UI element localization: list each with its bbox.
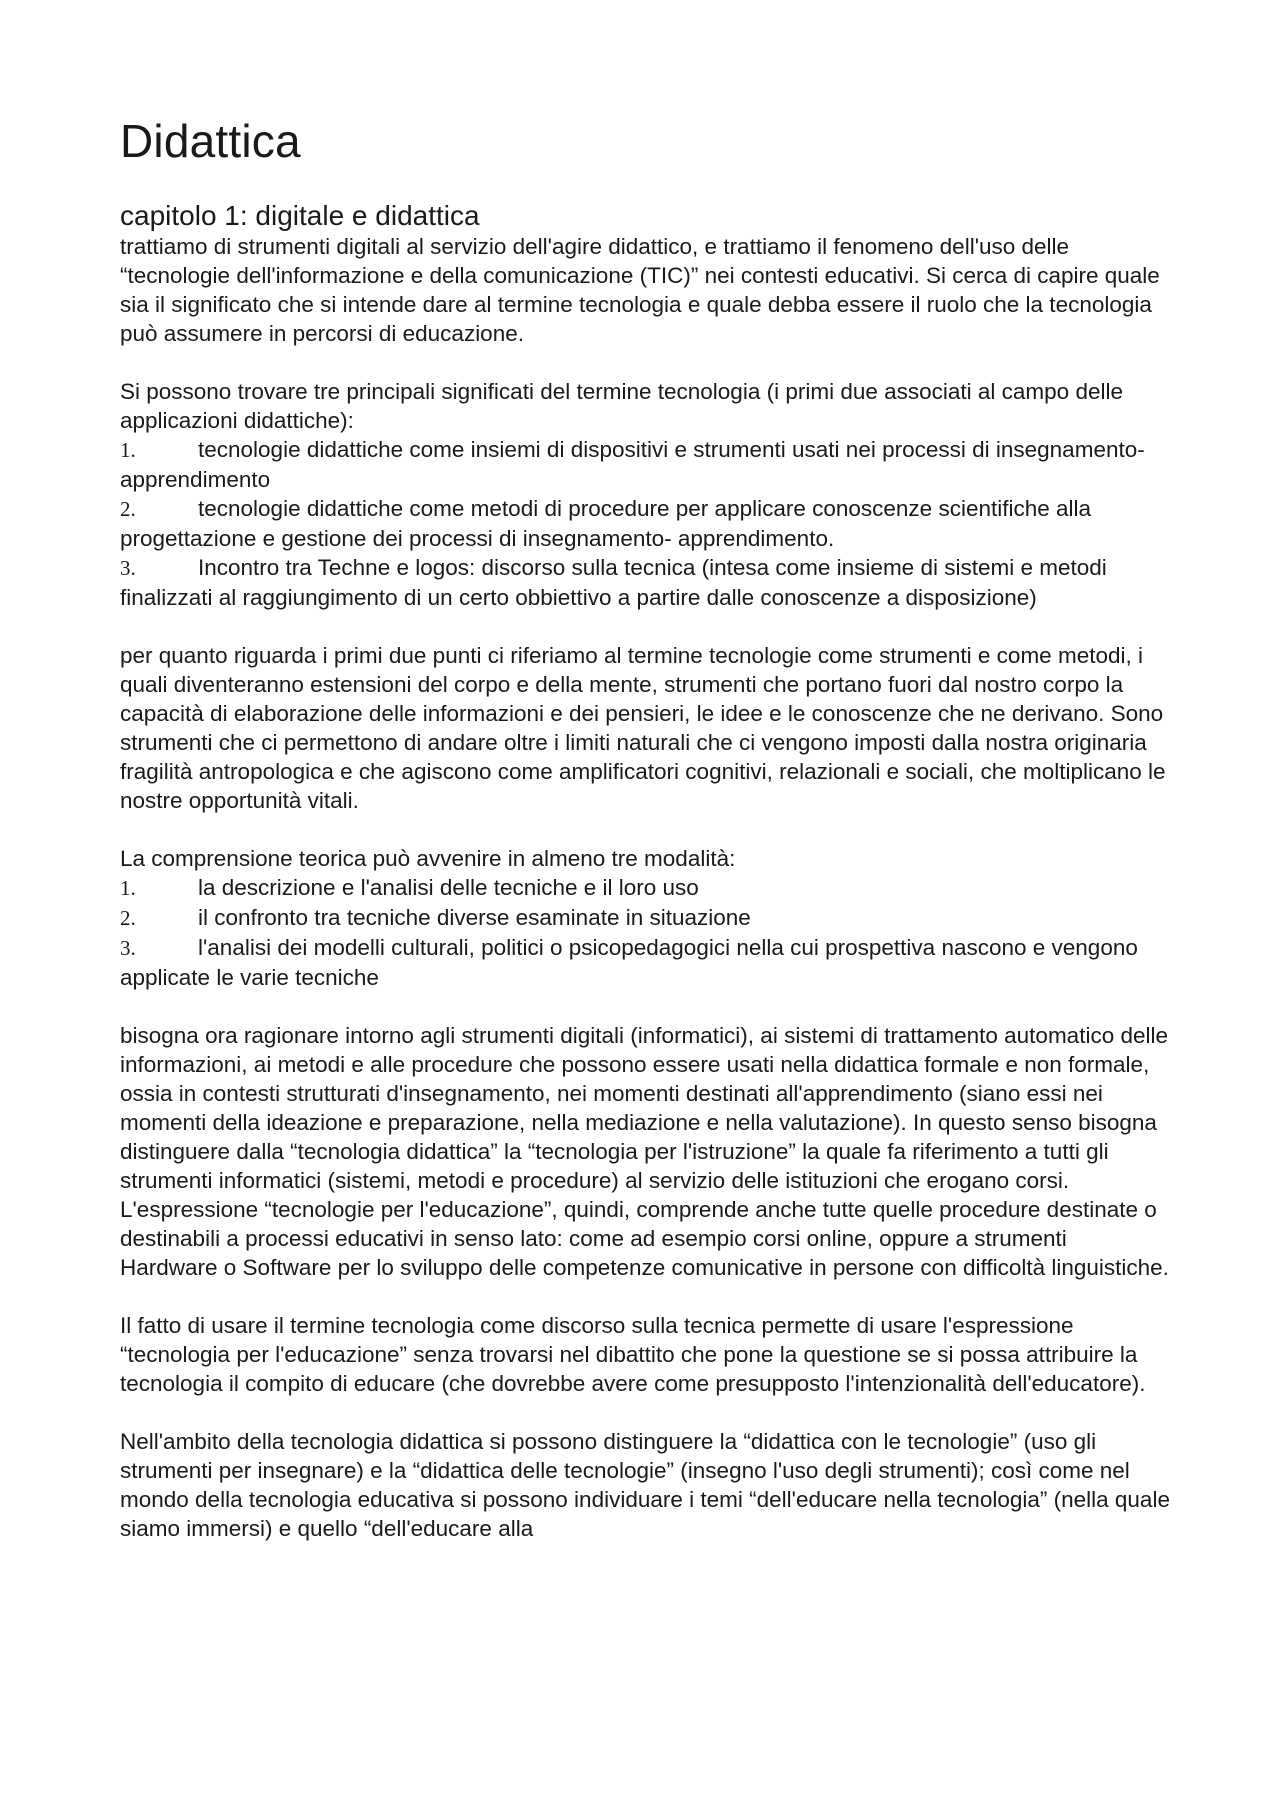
list-text: tecnologie didattiche come metodi di procedure per applicare conoscenze scientifiche alla progettazione e gestione dei processi di insegnamento- apprendimento. bbox=[120, 496, 1092, 551]
document-title: Didattica bbox=[120, 115, 301, 167]
meanings-list bbox=[120, 435, 1170, 612]
list-item bbox=[120, 903, 1170, 933]
chapter-title: capitolo 1: digitale e didattica bbox=[120, 200, 480, 231]
list-number: 3. bbox=[120, 556, 136, 580]
meanings-intro: Si possono trovare tre principali significati del termine tecnologia (i primi due associati al campo delle applicazioni didattiche): bbox=[120, 379, 1123, 433]
scope-paragraph: Nell'ambito della tecnologia didattica si possono distinguere la “didattica con le tecnologie” (uso gli strumenti per insegnare) e la “didattica delle tecnologie” (insegno l'uso degli strumenti); così come nel mondo della tecnologia educativa si possono individuare i temi “dell'educare nella tecnologia” (nella quale siamo immersi) e quello “dell'educare alla bbox=[120, 1429, 1170, 1541]
list-number: 1. bbox=[120, 438, 136, 462]
list-item bbox=[120, 553, 1170, 612]
tools-paragraph: per quanto riguarda i primi due punti ci riferiamo al termine tecnologie come strumenti e come metodi, i quali diventeranno estensioni del corpo e della mente, strumenti che portano fuori dal nostro corpo la capacità di elaborazione delle informazioni e dei pensieri, le idee e le conoscenze che ne derivano. Sono strumenti che ci permettono di andare oltre i limiti naturali che ci vengono imposti dalla nostra originaria fragilità antropologica e che agiscono come amplificatori cognitivi, relazionali e sociali, che moltiplicano le nostre opportunità vitali. bbox=[120, 643, 1166, 813]
list-item bbox=[120, 494, 1170, 553]
list-item bbox=[120, 435, 1170, 494]
modes-intro: La comprensione teorica può avvenire in almeno tre modalità: bbox=[120, 846, 736, 871]
term-paragraph: Il fatto di usare il termine tecnologia come discorso sulla tecnica permette di usare l'espressione “tecnologia per l'educazione” senza trovarsi nel dibattito che pone la questione se si possa attribuire la tecnologia il compito di educare (che dovrebbe avere come presupposto l'intenzionalità dell'educatore). bbox=[120, 1313, 1146, 1396]
list-number: 2. bbox=[120, 497, 136, 521]
list-number: 2. bbox=[120, 906, 136, 930]
list-text: Incontro tra Techne e logos: discorso sulla tecnica (intesa come insieme di sistemi e metodi finalizzati al raggiungimento di un certo obbiettivo a partire dalle conoscenze a disposizione) bbox=[120, 555, 1107, 610]
modes-list bbox=[120, 873, 1170, 992]
digital-paragraph: bisogna ora ragionare intorno agli strumenti digitali (informatici), ai sistemi di trattamento automatico delle informazioni, ai metodi e alle procedure che possono essere usati nella didattica formale e non formale, ossia in contesti strutturati d'insegnamento, nei momenti destinati all'apprendimento (siano essi nei momenti della ideazione e preparazione, nella mediazione e nella valutazione). In questo senso bisogna distinguere dalla “tecnologia didattica” la “tecnologia per l'istruzione” la quale fa riferimento a tutti gli strumenti informatici (sistemi, metodi e procedure) al servizio delle istituzioni che erogano corsi. L'espressione “tecnologie per l'educazione”, quindi, comprende anche tutte quelle procedure destinate o destinabili a processi educativi in senso lato: come ad esempio corsi online, oppure a strumenti Hardware o Software per lo sviluppo delle competenze comunicative in persone con difficoltà linguistiche. bbox=[120, 1023, 1169, 1280]
list-item bbox=[120, 933, 1170, 992]
intro-paragraph: trattiamo di strumenti digitali al servizio dell'agire didattico, e trattiamo il fenomeno dell'uso delle “tecnologie dell'informazione e della comunicazione (TIC)” nei contesti educativi. Si cerca di capire quale sia il significato che si intende dare al termine tecnologia e quale debba essere il ruolo che la tecnologia può assumere in percorsi di educazione. bbox=[120, 234, 1160, 346]
list-text: l'analisi dei modelli culturali, politici o psicopedagogici nella cui prospettiva nascono e vengono applicate le varie tecniche bbox=[120, 935, 1138, 990]
list-item bbox=[120, 873, 1170, 903]
list-text: la descrizione e l'analisi delle tecniche e il loro uso bbox=[198, 875, 699, 900]
list-text: tecnologie didattiche come insiemi di dispositivi e strumenti usati nei processi di insegnamento-apprendimento bbox=[120, 437, 1145, 492]
document-page bbox=[120, 112, 1170, 1543]
list-text: il confronto tra tecniche diverse esaminate in situazione bbox=[198, 905, 751, 930]
list-number: 1. bbox=[120, 876, 136, 900]
list-number: 3. bbox=[120, 936, 136, 960]
